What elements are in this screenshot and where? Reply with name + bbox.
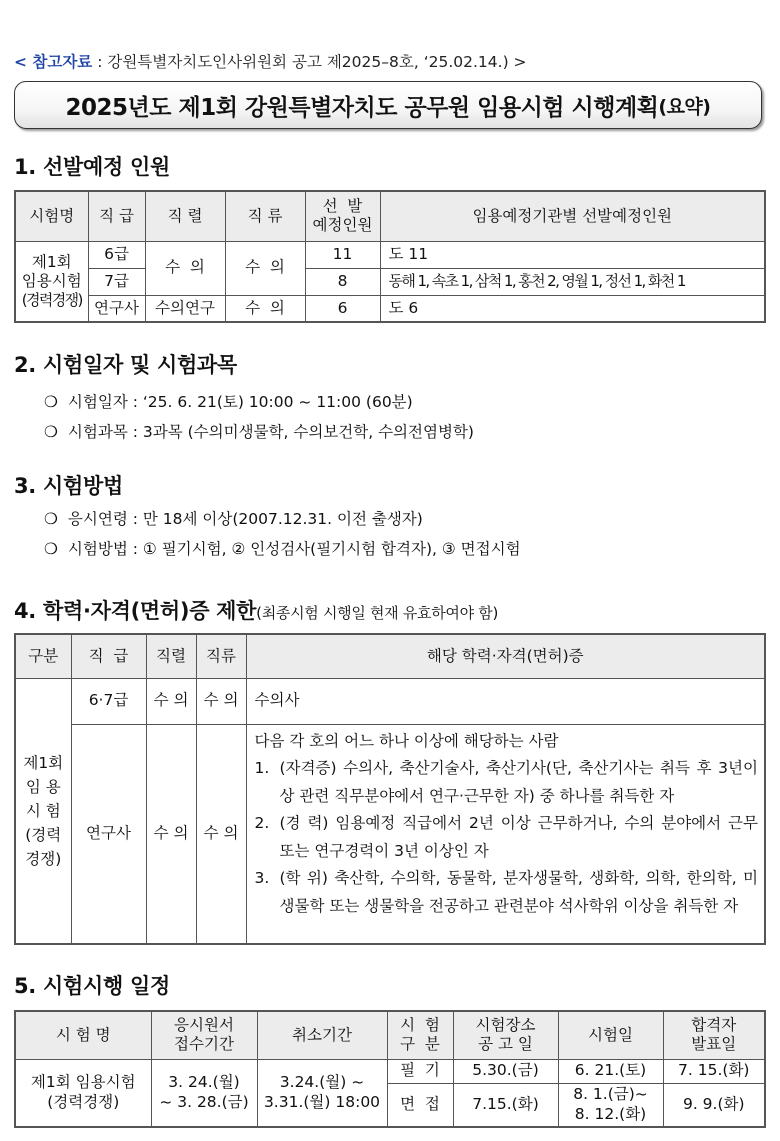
table-row (15, 295, 765, 322)
class-cell: 수 의 (225, 241, 305, 295)
document-title (14, 81, 762, 129)
series-cell: 수의연구 (145, 295, 225, 322)
table-row (15, 268, 765, 295)
list-item: ❍ 시험방법 : ① 필기시험, ② 인성검사(필기시험 합격자), ③ 면접시험 (44, 540, 521, 558)
section5-heading: 5. 시험시행 일정 (14, 974, 170, 998)
requirement-cell: 수의사 (246, 678, 765, 724)
exam-type-cell: 면 접 (387, 1083, 453, 1127)
table-row (15, 241, 765, 268)
table-row (15, 678, 765, 724)
qualification-header-row (15, 634, 765, 678)
grade-cell: 6·7급 (71, 678, 146, 724)
header-class: 직류 (196, 634, 246, 678)
qualification-table (14, 633, 766, 945)
exam-date-cell: 8. 1.(금)~ 8. 12.(화) (558, 1083, 663, 1127)
section2-heading: 2. 시험일자 및 시험과목 (14, 353, 237, 377)
schedule-exam-name-cell: 제1회 임용시험 (경력경쟁) (15, 1059, 151, 1127)
header-exam-date: 시험일 (558, 1011, 663, 1059)
section4-heading: 4. 학력·자격(면허)증 제한(최종시험 시행일 현재 유효하여야 함) (14, 599, 498, 623)
list-item: 3. (학 위) 축산학, 수의학, 동물학, 분자생물학, 생화학, 의학, 한의학, 미생물학 또는 생물학을 전공하고 관련분야 석사학위 이상을 취득한 자 (254, 869, 758, 916)
exam-name-cell: 제1회 임용시험 (경력경쟁) (15, 241, 88, 322)
count-cell: 6 (305, 295, 380, 322)
table-row (15, 724, 765, 944)
recruitment-table (14, 190, 766, 323)
apply-period-cell: 3. 24.(월) ~ 3. 28.(금) (151, 1059, 257, 1127)
cancel-period-cell: 3.24.(월) ~ 3.31.(월) 18:00 (257, 1059, 387, 1127)
list-item: ❍ 시험일자 : ‘25. 6. 21(토) 10:00 ~ 11:00 (60분) (44, 393, 413, 411)
exam-type-cell: 필 기 (387, 1059, 453, 1083)
exam-date-cell: 6. 21.(토) (558, 1059, 663, 1083)
header-category: 구분 (15, 634, 71, 678)
reference-text: : 강원특별자치도인사위원회 공고 제2025–8호, ‘25.02.14.) > (92, 53, 527, 71)
title-main: 2025년도 제1회 강원특별자치도 공무원 임용시험 시행계획 (65, 94, 659, 121)
grade-cell: 7급 (88, 268, 145, 295)
list-item: 2. (경 력) 임용예정 직급에서 2년 이상 근무하거나, 수의 분야에서 근무 또는 연구경력이 3년 이상인 자 (254, 814, 758, 860)
class-cell: 수 의 (196, 724, 246, 944)
count-cell: 8 (305, 268, 380, 295)
header-grade: 직 급 (88, 191, 145, 241)
grade-cell: 6급 (88, 241, 145, 268)
series-cell: 수 의 (146, 724, 196, 944)
header-exam-name: 시험명 (15, 191, 88, 241)
header-series: 직 렬 (145, 191, 225, 241)
header-class: 직 류 (225, 191, 305, 241)
bullet-icon: ❍ (44, 423, 58, 441)
series-cell: 수 의 (146, 678, 196, 724)
header-exam-name: 시 험 명 (15, 1011, 151, 1059)
grade-cell: 연구사 (88, 295, 145, 322)
bullet-icon: ❍ (44, 393, 58, 411)
venue-notice-cell: 5.30.(금) (453, 1059, 558, 1083)
result-date-cell: 7. 15.(화) (663, 1059, 765, 1083)
requirement-intro: 다음 각 호의 어느 하나 이상에 해당하는 사람 (254, 731, 559, 750)
reference-line (14, 50, 527, 72)
header-requirement: 해당 학력·자격(면허)증 (246, 634, 765, 678)
class-cell: 수 의 (225, 295, 305, 322)
section1-heading: 1. 선발예정 인원 (14, 155, 170, 179)
result-date-cell: 9. 9.(화) (663, 1083, 765, 1127)
header-result-date: 합격자 발표일 (663, 1011, 765, 1059)
list-item: ❍ 시험과목 : 3과목 (수의미생물학, 수의보건학, 수의전염병학) (44, 423, 474, 441)
agency-cell: 도 11 (380, 241, 765, 268)
grade-cell: 연구사 (71, 724, 146, 944)
requirement-list-cell (246, 724, 765, 944)
header-venue-notice: 시험장소 공 고 일 (453, 1011, 558, 1059)
table-row (15, 1059, 765, 1083)
schedule-header-row (15, 1011, 765, 1059)
section4-note: (최종시험 시행일 현재 유효하여야 함) (256, 604, 498, 622)
venue-notice-cell: 7.15.(화) (453, 1083, 558, 1127)
header-cancel-period: 취소기간 (257, 1011, 387, 1059)
category-cell: 제1회 임 용 시 험 (경력 경쟁) (15, 678, 71, 944)
agency-cell: 도 6 (380, 295, 765, 322)
class-cell: 수 의 (196, 678, 246, 724)
recruitment-header-row (15, 191, 765, 241)
header-series: 직렬 (146, 634, 196, 678)
section3-heading: 3. 시험방법 (14, 474, 123, 498)
header-grade: 직 급 (71, 634, 146, 678)
list-item: 1. (자격증) 수의사, 축산기술사, 축산기사(단, 축산기사는 취득 후 3년이상 관련 직무분야에서 연구·근무한 자) 중 하나를 취득한 자 (254, 759, 758, 805)
title-suffix: (요약) (658, 95, 711, 118)
series-cell: 수 의 (145, 241, 225, 295)
agency-cell: 동해 1, 속초 1, 삼척 1, 홍천 2, 영월 1, 정선 1, 화천 1 (380, 268, 765, 295)
list-item: ❍ 응시연령 : 만 18세 이상(2007.12.31. 이전 출생자) (44, 510, 423, 528)
reference-label: < 참고자료 (14, 53, 93, 71)
count-cell: 11 (305, 241, 380, 268)
schedule-table (14, 1010, 766, 1128)
header-agency: 임용예정기관별 선발예정인원 (380, 191, 765, 241)
header-apply-period: 응시원서 접수기간 (151, 1011, 257, 1059)
bullet-icon: ❍ (44, 510, 58, 528)
bullet-icon: ❍ (44, 540, 58, 558)
header-count: 선 발 예정인원 (305, 191, 380, 241)
header-exam-type: 시 험 구 분 (387, 1011, 453, 1059)
